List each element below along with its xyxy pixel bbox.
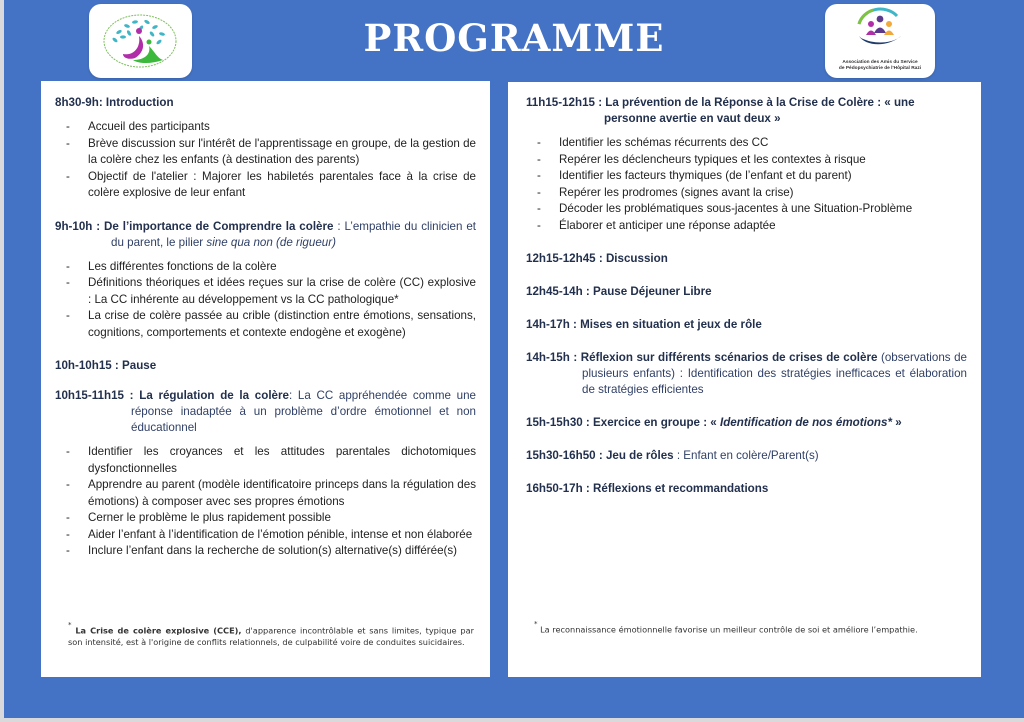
section-mises-en-situation [526,317,967,333]
section-time: 8h30-9h: [55,96,103,109]
introduction-list [55,119,476,202]
list-item: - Apprendre au parent (modèle identificatoire princeps dans la régulation des émotions) à composer avec ses propres émotions [66,478,476,508]
section-title: Discussion [605,252,668,265]
family-hand-logo-icon [825,4,935,54]
list-item: - Définitions théoriques et idées reçues sur la crise de colère (CC) explosive : La CC inhérente au développement vs la CC pathologique* [66,276,476,306]
section-time: 14h-15h : [526,351,578,364]
section-time: 9h-10h : [55,219,101,233]
section-introduction [55,95,476,111]
section-time: 10h-10h15 : [55,359,119,372]
association-logo-right [825,4,935,78]
section-comprendre-colere [55,219,476,251]
list-item: - Aider l’enfant à l’identification de l’émotion pénible, intense et non élaborée [66,527,473,541]
section-pause [55,358,476,374]
section-reflexion-scenarios [526,350,967,398]
section-pause-dejeuner [526,284,967,300]
list-item: - Brève discussion sur l'intérêt de l'apprentissage en groupe, de la gestion de la colère chez les enfants (à destination des parents) [66,136,476,166]
section-title: Exercice en groupe : « [593,416,717,429]
section-title: De l’importance de Comprendre la colère [104,219,334,233]
section-description: : La CC appréhendée comme une réponse inadaptée à un problème d’ordre émotionnel et non éducationnel [131,389,476,434]
logo-caption-line1: Association des Amis du Service [842,60,918,65]
list-item: - Identifier les schémas récurrents des CC [537,136,769,149]
section-exercice-groupe [526,415,967,431]
footnote-marker: * [534,620,538,628]
comprendre-list [55,259,476,342]
logo-caption-line2: de Pédopsychiatrie de l'Hôpital Razi [838,66,922,71]
list-item: - Les différentes fonctions de la colère [66,259,277,273]
section-time: 11h15-12h15 : [526,96,603,109]
section-title-italic: Identification de nos émotions* [719,416,892,429]
logo-right-caption [825,60,935,72]
section-prevention [526,95,967,127]
prevention-list [526,135,946,234]
section-time: 12h45-14h : [526,285,590,298]
section-time: 12h15-12h45 : [526,252,603,265]
section-time: 14h-17h : [526,318,577,331]
footnote-marker: * [68,621,72,629]
list-item: - Repérer les prodromes (signes avant la crise) [537,185,794,199]
list-item: - Accueil des participants [66,120,210,133]
page-title: PROGRAMME [363,16,665,60]
left-panel [41,81,490,677]
section-description: (observations de plusieurs enfants) : Identification des stratégies inefficaces et élaboration de stratégies efficientes [582,351,967,396]
footnote-text: d'apparence incontrôlable et sans limites, typique par son intensité, est à l'origine de conflits relationnels, de culpabilité voire de conduites suicidaires. [68,625,474,647]
section-title: Réflexions et recommandations [593,482,769,495]
list-item: - Décoder les problématiques sous-jacentes à une Situation-Problème [537,202,913,215]
section-title: La régulation de la colère [139,389,289,402]
list-item: - La crise de colère passée au crible (distinction entre émotions, sensations, cognitions, comportements et contexte endogène et exogène) [66,309,476,339]
section-title: La prévention de la Réponse à la Crise de Colère : « une personne avertie en vaut deux » [604,96,915,125]
list-item: - Repérer les déclencheurs typiques et les contextes à risque [537,152,866,166]
section-title: Réflexion sur différents scénarios de crises de colère [580,351,878,364]
regulation-list [55,444,476,560]
section-title: Pause [122,359,157,372]
section-title: Jeu de rôles [605,449,674,462]
list-item: - Élaborer et anticiper une réponse adaptée [537,218,776,232]
list-item: - Cerner le problème le plus rapidement possible [66,511,331,524]
section-recommandations [526,481,967,497]
section-jeu-de-roles [526,448,967,464]
section-description: : Enfant en colère/Parent(s) [673,449,819,462]
section-title: Pause Déjeuner Libre [593,285,712,298]
footnote-reconnaissance [534,622,954,636]
list-item: - Objectif de l'atelier : Majorer les habiletés parentales face à la crise de colère explosive de leur enfant [66,169,476,199]
section-time: 10h15-11h15 : [55,389,134,402]
section-title: Mises en situation et jeux de rôle [580,318,762,331]
section-time: 15h30-16h50 : [526,449,603,462]
section-time: 16h50-17h : [526,482,590,495]
association-logo-left [89,4,192,78]
section-time: 15h-15h30 : [526,416,590,429]
section-title: Introduction [105,96,174,109]
list-item: - Identifier les croyances et les attitudes parentales dichotomiques dysfonctionnelles [66,445,476,475]
programme-page [4,0,1024,718]
section-title-end: » [895,416,902,429]
section-description-italic: sine qua non (de rigueur) [206,235,336,249]
section-description: : L’empathie du clinicien et du parent, le pilier [111,219,477,249]
tree-family-logo-icon [89,4,192,78]
footnote-bold: La Crise de colère explosive (CCE), [75,625,242,636]
list-item: - Identifier les facteurs thymiques (de l’enfant et du parent) [537,169,852,182]
section-discussion [526,251,967,267]
footnote-cce [68,623,474,648]
right-panel [508,82,981,677]
footnote-text: La reconnaissance émotionnelle favorise un meilleur contrôle de soi et améliore l’empathie. [540,624,918,635]
list-item: - Inclure l’enfant dans la recherche de solution(s) alternative(s) différée(s) [66,544,458,557]
section-regulation-colere [55,388,476,436]
